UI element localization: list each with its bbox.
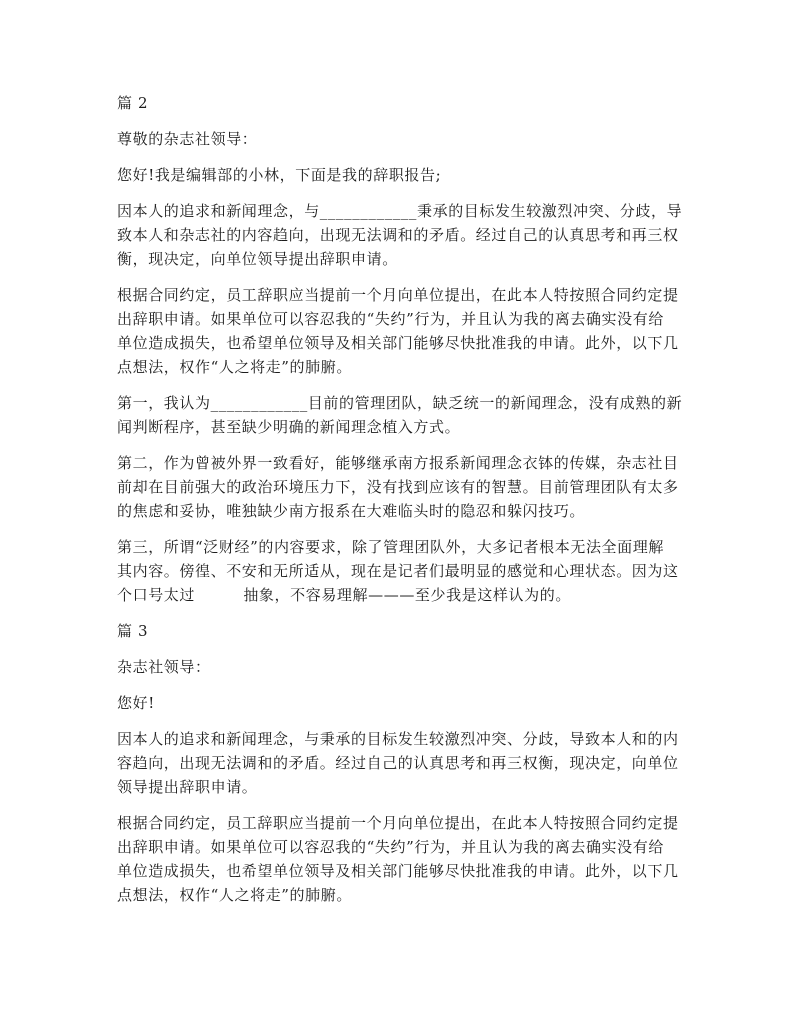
text-line: 点想法，权作“人之将走”的肺腑。 [117, 358, 352, 376]
body-paragraph [117, 283, 687, 379]
section-3 [117, 619, 687, 907]
text-line: 点想法，权作“人之将走”的肺腑。 [117, 886, 352, 904]
text-line: 第三，所谓“泛财经”的内容要求，除了管理团队外，大多记者根本无法全面理解 [117, 538, 664, 556]
text-line: 因本人的追求和新闻理念，与____________秉承的目标发生较激烈冲突、分歧，导 [117, 202, 683, 220]
body-paragraph [117, 391, 687, 439]
salutation [117, 127, 687, 151]
section-heading [117, 619, 687, 643]
text-line: 单位造成损失，也希望单位领导及相关部门能够尽快批准我的申请。此外，以下几 [117, 334, 679, 352]
text-line: 第一，我认为____________目前的管理团队，缺乏统一的新闻理念，没有成熟的新 [117, 394, 683, 412]
text-line: 第二，作为曾被外界一致看好，能够继承南方报系新闻理念衣钵的传媒，杂志社目 [117, 454, 679, 472]
text-line: 容趋向，出现无法调和的矛盾。经过自己的认真思考和再三权衡，现决定，向单位 [117, 754, 679, 772]
salutation [117, 655, 687, 679]
text-line: 篇 2 [117, 94, 149, 112]
text-line: 根据合同约定，员工辞职应当提前一个月向单位提出，在此本人特按照合同约定提 [117, 814, 679, 832]
body-paragraph [117, 199, 687, 271]
text-line: 出辞职申请。如果单位可以容忍我的“失约”行为，并且认为我的离去确实没有给 [117, 838, 664, 856]
text-line: 您好!我是编辑部的小林，下面是我的辞职报告; [117, 166, 442, 184]
greeting [117, 163, 687, 187]
section-2 [117, 91, 687, 607]
text-line: 尊敬的杂志社领导： [117, 130, 258, 148]
text-line: 的焦虑和妥协，唯独缺少南方报系在大难临头时的隐忍和躲闪技巧。 [117, 502, 586, 520]
text-line: 杂志社领导： [117, 658, 211, 676]
text-line: 闻判断程序，甚至缺少明确的新闻理念植入方式。 [117, 418, 461, 436]
text-line: 前却在目前强大的政治环境压力下，没有找到应该有的智慧。目前管理团队有太多 [117, 478, 679, 496]
text-line: 单位造成损失，也希望单位领导及相关部门能够尽快批准我的申请。此外，以下几 [117, 862, 679, 880]
body-paragraph [117, 727, 687, 799]
text-line: 其内容。傍徨、不安和无所适从，现在是记者们最明显的感觉和心理状态。因为这 [117, 562, 679, 580]
section-heading [117, 91, 687, 115]
text-line: 篇 3 [117, 622, 149, 640]
body-paragraph [117, 535, 687, 607]
text-line: 根据合同约定，员工辞职应当提前一个月向单位提出，在此本人特按照合同约定提 [117, 286, 679, 304]
text-line: 个口号太过 抽象，不容易理解———至少我是这样认为的。 [117, 586, 571, 604]
text-line: 领导提出辞职申请。 [117, 778, 258, 796]
text-line: 因本人的追求和新闻理念，与秉承的目标发生较激烈冲突、分歧，导致本人和的内 [117, 730, 679, 748]
body-paragraph [117, 811, 687, 907]
text-line: 您好! [117, 694, 155, 712]
document-page [117, 91, 687, 919]
text-line: 出辞职申请。如果单位可以容忍我的“失约”行为，并且认为我的离去确实没有给 [117, 310, 664, 328]
body-paragraph [117, 451, 687, 523]
greeting [117, 691, 687, 715]
text-line: 致本人和杂志社的内容趋向，出现无法调和的矛盾。经过自己的认真思考和再三权 [117, 226, 679, 244]
text-line: 衡，现决定，向单位领导提出辞职申请。 [117, 250, 398, 268]
